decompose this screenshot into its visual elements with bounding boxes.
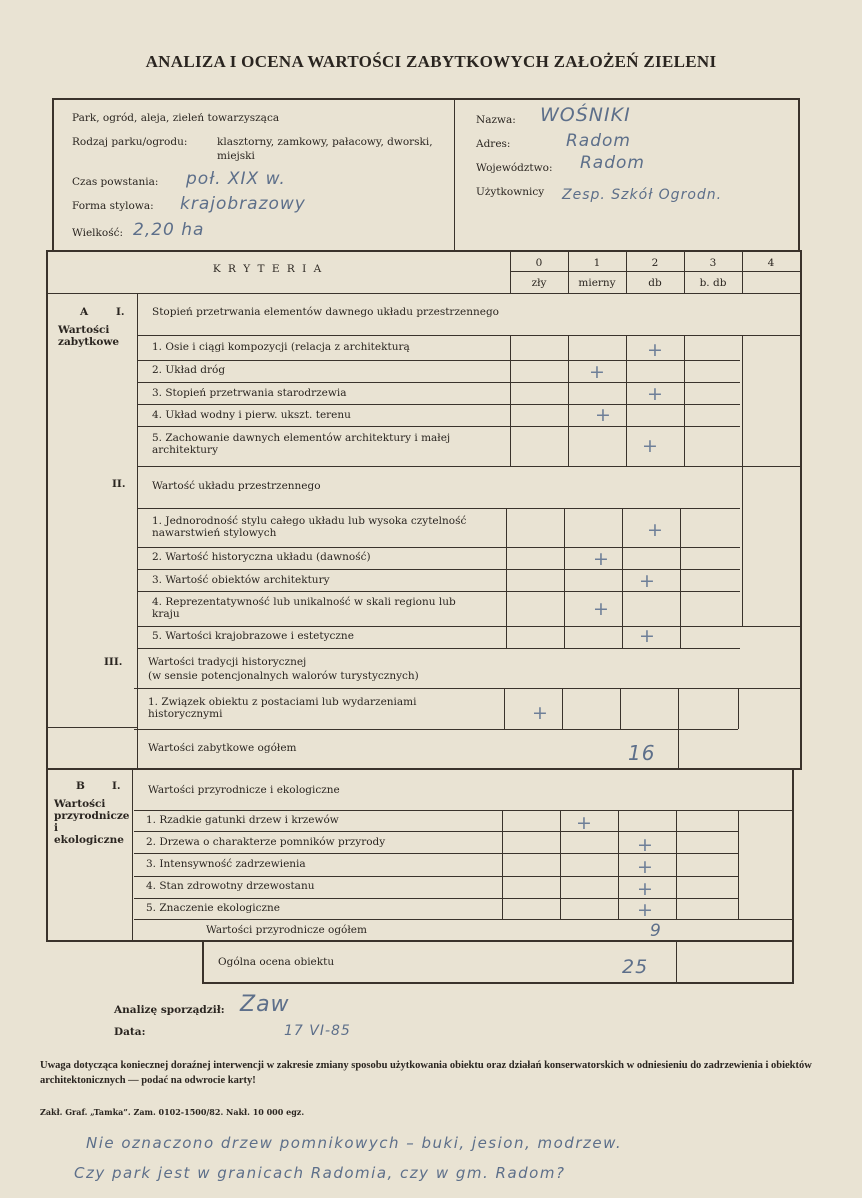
section-title: Wartość układu przestrzennego (152, 480, 321, 492)
score-label: mierny (578, 277, 616, 289)
creation-time-label: Czas powstania: (72, 176, 159, 188)
section-a-left-bottom (48, 727, 138, 728)
heritage-total-value: 16 (628, 741, 656, 765)
b-left-column-divider (132, 770, 133, 940)
score-label: b. db (699, 277, 727, 289)
score-mark: + (639, 625, 655, 647)
score-col-line (676, 810, 677, 919)
score-label: zły (531, 277, 547, 289)
criterion-label: 5. Wartości krajobrazowe i estetyczne (152, 630, 354, 642)
row-line (134, 729, 738, 730)
criterion-label: 1. Rzadkie gatunki drzew i krzewów (146, 814, 339, 826)
criterion-label: 3. Wartość obiektów architektury (152, 574, 330, 586)
criterion-label: 4. Reprezentatywność lub unikalność w skali regionu lub kraju (152, 596, 456, 620)
creation-time-value: poł. XIX w. (186, 169, 286, 189)
analyst-label: Analizę sporządził: (114, 1004, 225, 1016)
row-line (134, 831, 738, 832)
row-line (138, 547, 740, 548)
score-mark: + (576, 812, 592, 834)
row-line (134, 810, 794, 811)
score-mark: + (593, 548, 609, 570)
score-mark: + (637, 856, 653, 878)
score-col-line (678, 688, 679, 729)
score-mark: + (593, 598, 609, 620)
score-number: 2 (651, 257, 659, 269)
style-form-label: Forma stylowa: (72, 200, 154, 212)
criterion-label: 4. Stan zdrowotny drzewostanu (146, 880, 315, 892)
users-value: Zesp. Szkół Ogrodn. (562, 187, 723, 203)
score-col-line (502, 810, 503, 919)
section-a-name: Wartości zabytkowe (58, 324, 120, 348)
overall-col-line (676, 942, 677, 982)
nature-total-label: Wartości przyrodnicze ogółem (206, 924, 367, 936)
criterion-label: 3. Intensywność zadrzewienia (146, 858, 306, 870)
criteria-table (46, 250, 802, 770)
criterion-label: 2. Układ dróg (152, 364, 226, 376)
object-type-label: Park, ogród, aleja, zieleń towarzysząca (72, 112, 280, 124)
users-label: Użytkownicy (476, 186, 545, 198)
score-mark: + (647, 339, 663, 361)
score-number: 0 (535, 257, 543, 269)
section-title: Wartości przyrodnicze i ekologiczne (148, 784, 340, 796)
park-kind-options-2: miejski (217, 150, 255, 162)
section-a-letter: A (80, 306, 89, 318)
section-title: Wartości tradycji historycznej (148, 656, 307, 668)
score-mark: + (639, 570, 655, 592)
row-line (138, 335, 800, 336)
address-value: Radom (566, 131, 631, 151)
score-col-line (742, 336, 743, 626)
row-line (138, 626, 800, 627)
criterion-label: 4. Układ wodny i pierw. ukszt. terenu (152, 409, 351, 421)
section-a-num: I. (116, 306, 125, 318)
heritage-total-label: Wartości zabytkowe ogółem (148, 742, 297, 754)
criterion-label: 2. Drzewa o charakterze pomników przyrody (146, 836, 386, 848)
score-col-line (620, 688, 621, 729)
score-col-line (684, 336, 685, 466)
size-value: 2,20 ha (133, 220, 205, 240)
criterion-label: 2. Wartość historyczna układu (dawność) (152, 551, 371, 563)
park-kind-options: klasztorny, zamkowy, pałacowy, dworski, (217, 136, 433, 148)
criterion-label: 1. Związek obiektu z postaciami lub wydarzeniami historycznymi (148, 696, 417, 720)
criterion-label: 1. Osie i ciągi kompozycji (relacja z architekturą (152, 341, 410, 353)
score-col-line (738, 688, 739, 729)
row-line (138, 508, 740, 509)
score-label: db (648, 277, 662, 289)
nature-total-value: 9 (650, 921, 662, 941)
score-mark: + (595, 404, 611, 426)
voivodeship-value: Radom (580, 153, 645, 173)
intervention-note: Uwaga dotycząca koniecznej doraźnej interwencji w zakresie zmiany sposobu użytkowania obiektu oraz działań konserwatorskich w odniesieniu do zadrzewienia i obiektów architektonicznych — podać na odwrocie karty! (40, 1060, 812, 1086)
name-value: WOŚNIKI (540, 104, 631, 126)
row-line (138, 648, 740, 649)
score-header-mid-line (510, 271, 800, 272)
overall-label: Ogólna ocena obiektu (218, 956, 335, 968)
row-line (138, 426, 740, 427)
criterion-label: 5. Znaczenie ekologiczne (146, 902, 281, 914)
score-col-line (568, 336, 569, 466)
score-col-line (564, 508, 565, 648)
criterion-label: 3. Stopień przetrwania starodrzewia (152, 387, 347, 399)
score-mark: + (647, 383, 663, 405)
park-kind-label: Rodzaj parku/ogrodu: (72, 136, 188, 148)
row-line (138, 466, 800, 467)
section-a-III-num: III. (104, 656, 123, 668)
score-mark: + (637, 878, 653, 900)
score-col-line (510, 336, 511, 466)
score-col-line (504, 688, 505, 729)
criteria-title: K R Y T E R I A (212, 263, 324, 275)
total-col-line (678, 729, 679, 769)
analyst-signature: Zaw (240, 992, 290, 1017)
section-subtitle: (w sensie potencjonalnych walorów turystycznych) (148, 670, 419, 682)
score-mark: + (532, 702, 548, 724)
row-line (134, 919, 794, 920)
left-column-divider (137, 294, 138, 768)
score-mark: + (637, 834, 653, 856)
criterion-label: 1. Jednorodność stylu całego układu lub wysoka czytelność nawarstwień stylowych (152, 515, 467, 539)
criterion-label: 5. Zachowanie dawnych elementów architektury i małej architektury (152, 432, 451, 456)
handwritten-note-1: Nie oznaczono drzew pomnikowych – buki, jesion, modrzew. (86, 1134, 623, 1152)
handwritten-note-2: Czy park jest w granicach Radomia, czy w gm. Radom? (74, 1164, 566, 1182)
print-info: Zakł. Graf. „Tamka”. Zam. 0102-1500/82. Nakł. 10 000 egz. (40, 1107, 305, 1117)
section-b-num: I. (112, 780, 121, 792)
header-bottom-line (48, 293, 800, 294)
overall-value: 25 (622, 956, 649, 978)
score-mark: + (642, 435, 658, 457)
score-mark: + (637, 899, 653, 921)
section-a-II-num: II. (112, 478, 126, 490)
section-title: Stopień przetrwania elementów dawnego układu przestrzennego (152, 306, 499, 318)
score-col-line (506, 508, 507, 648)
header-divider (454, 100, 455, 250)
score-number: 1 (593, 257, 601, 269)
date-label: Data: (114, 1026, 146, 1038)
date-value: 17 VI-85 (284, 1023, 351, 1039)
style-form-value: krajobrazowy (180, 194, 306, 214)
section-b-letter: B (76, 780, 85, 792)
name-label: Nazwa: (476, 114, 516, 126)
score-number: 4 (767, 257, 775, 269)
size-label: Wielkość: (72, 227, 124, 239)
score-mark: + (647, 519, 663, 541)
row-line (134, 688, 800, 689)
score-col-line (738, 810, 739, 919)
score-number: 3 (709, 257, 717, 269)
address-label: Adres: (476, 138, 511, 150)
document-title: ANALIZA I OCENA WARTOŚCI ZABYTKOWYCH ZAŁOŻEŃ ZIELENI (145, 52, 717, 71)
voivodeship-label: Województwo: (476, 162, 553, 174)
score-mark: + (589, 361, 605, 383)
section-b-name: Wartości przyrodnicze i ekologiczne (54, 798, 130, 846)
